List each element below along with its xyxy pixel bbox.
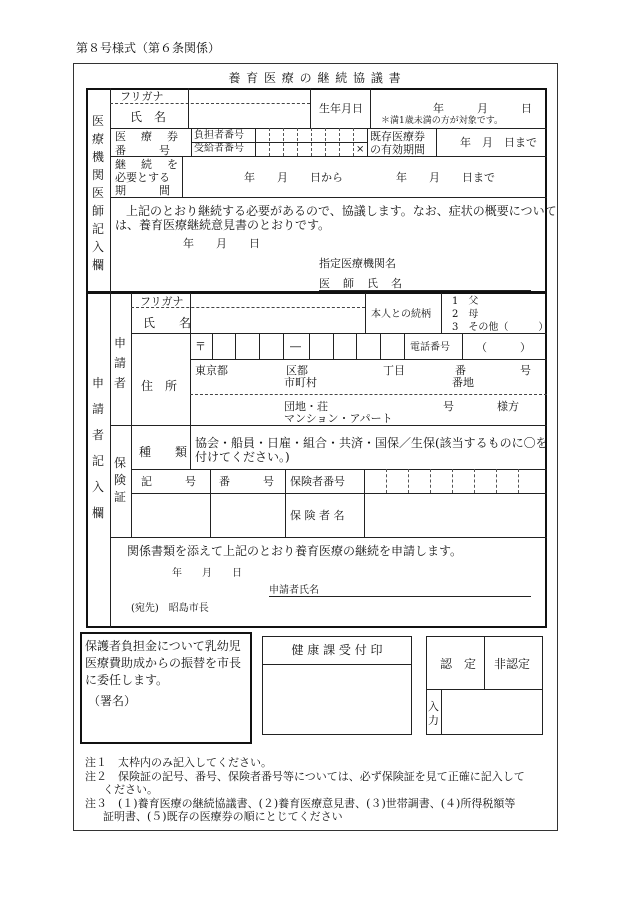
applicant-name-label: 氏 名 <box>143 316 192 330</box>
request-date[interactable]: 年 月 日 <box>172 568 242 579</box>
applicant-section-label: 申 請 者 記 入 欄 <box>91 376 104 520</box>
delegation-line-3: に委任します。 <box>85 673 169 687</box>
address-ban: 番 <box>455 364 466 377</box>
institution-name-label: 指定医療機関名 <box>319 257 396 270</box>
insurer-name-label: 保 険 者 名 <box>290 509 345 522</box>
signer-name-label: 申請者氏名 <box>269 585 319 596</box>
bango-input[interactable] <box>212 495 283 535</box>
addressee: (宛先) 昭島市長 <box>131 603 209 614</box>
entry-label: 入 力 <box>428 700 439 727</box>
reception-stamp-label: 健 康 課 受 付 印 <box>291 643 383 657</box>
address-go2: 号 <box>443 400 454 413</box>
doctor-name-input[interactable] <box>191 106 307 126</box>
delegation-line-1: 保護者負担金について乳幼児 <box>85 639 241 653</box>
reject-label[interactable]: 非認定 <box>494 657 531 671</box>
applicant-furigana-input[interactable] <box>192 295 362 305</box>
payer-number-input[interactable] <box>256 129 366 141</box>
existing-ticket-label-2: の有効期間 <box>370 143 425 156</box>
doctor-furigana-input[interactable] <box>191 91 307 101</box>
address-go: 号 <box>520 364 531 377</box>
ticket-label-2: 番 号 <box>115 144 170 157</box>
applicant-label: 申 請 者 <box>113 336 126 390</box>
postal-mark: 〒 <box>195 340 206 353</box>
check-digit-mark: × <box>356 144 365 155</box>
kigo-label: 記 号 <box>141 475 196 488</box>
relation-option-other[interactable]: 3 その他（ ） <box>452 322 549 333</box>
doctor-section-label: 医 療 機 関 医 師 記 入 欄 <box>91 114 104 272</box>
insurer-number-input[interactable] <box>365 470 545 492</box>
recipient-number-input[interactable] <box>256 143 366 155</box>
doctor-name-sign-label: 医 師 氏 名 <box>319 277 403 290</box>
form-number: 第８号様式（第６条関係） <box>76 41 221 55</box>
insurance-kind-label: 種 類 <box>139 445 188 459</box>
existing-ticket-label-1: 既存医療券 <box>370 130 425 143</box>
bango-label: 番 号 <box>219 475 274 488</box>
recipient-number-label: 受給者番号 <box>194 143 244 154</box>
address-ku: 区都 <box>286 364 308 377</box>
signer-name-input[interactable] <box>322 583 530 595</box>
note-1: 注１ 太枠内のみ記入してください。 <box>85 756 272 769</box>
insurance-label: 保 険 証 <box>113 456 126 504</box>
phone-label: 電話番号 <box>410 342 450 353</box>
address-label: 住 所 <box>141 379 178 393</box>
doctor-statement-line2: は、養育医療継続意見書のとおりです。 <box>115 218 331 232</box>
applicant-name-input[interactable] <box>192 310 362 330</box>
insurance-kind-text-1[interactable]: 協会・船員・日雇・組合・共済・国保／生保(該当するものに〇を <box>195 436 548 450</box>
address-prefecture: 東京都 <box>195 364 228 377</box>
postal-code-input[interactable] <box>213 334 403 358</box>
period-from[interactable]: 年 月 日から <box>244 171 343 184</box>
note-2b: ください。 <box>103 783 158 796</box>
approve-label[interactable]: 認 定 <box>440 657 477 671</box>
dob-note: ＊満1歳未満の方が対象です。 <box>381 116 504 126</box>
address-mansion: マンション・アパート <box>284 412 393 425</box>
relation-option-father[interactable]: 1 父 <box>452 296 479 307</box>
period-label-1: 継 続 を <box>115 158 180 171</box>
doctor-statement-line1: 上記のとおり継続する必要があるので、協議します。なお、症状の概要について <box>126 204 557 218</box>
address-input[interactable] <box>192 361 545 423</box>
doctor-furigana-label: フリガナ <box>120 90 164 103</box>
period-label-2: 必要とする <box>115 171 170 184</box>
dob-value[interactable]: 年 月 日 <box>433 102 532 115</box>
ticket-label-1: 医 療 券 <box>115 130 180 143</box>
insurer-name-input[interactable] <box>366 495 545 535</box>
note-3b: 証明書、(５)既存の医療券の順にとじてください <box>103 810 343 823</box>
postal-dash: ― <box>290 340 301 353</box>
kigo-input[interactable] <box>133 495 208 535</box>
note-3a: 注３ (１)養育医療の継続協議書、(２)養育医療意見書、(３)世帯調書、(４)所得税額等 <box>85 797 516 810</box>
period-to[interactable]: 年 月 日まで <box>396 171 495 184</box>
payer-number-label: 負担者番号 <box>194 130 244 141</box>
existing-ticket-until[interactable]: 年 月 日まで <box>460 136 537 149</box>
address-shichoson: 市町村 <box>284 376 317 389</box>
signature-label: （署名） <box>88 694 137 708</box>
note-2a: 注２ 保険証の記号、番号、保険者番号等については、必ず保険証を見て正確に記入して <box>85 770 525 783</box>
phone-input[interactable]: （ ） <box>476 341 531 354</box>
doctor-date[interactable]: 年 月 日 <box>183 237 260 250</box>
insurer-number-label: 保険者番号 <box>290 475 345 488</box>
request-statement: 関係書類を添えて上記のとおり養育医療の継続を申請します。 <box>127 544 463 558</box>
dob-label: 生年月日 <box>319 102 363 115</box>
form-title: 養 育 医 療 の 継 続 協 議 書 <box>228 71 402 85</box>
address-chome: 丁目 <box>383 364 405 377</box>
period-label-3: 期 間 <box>115 184 170 197</box>
address-banchi: 番地 <box>452 376 474 389</box>
address-danchi: 団地・荘 <box>284 400 328 413</box>
applicant-furigana-label: フリガナ <box>140 295 184 308</box>
delegation-line-2: 医療費助成からの振替を市長 <box>85 656 242 670</box>
address-sama: 様方 <box>497 400 519 413</box>
insurance-kind-text-2: 付けてください。) <box>195 450 290 464</box>
relation-label: 本人との続柄 <box>371 309 431 320</box>
relation-option-mother[interactable]: 2 母 <box>452 309 479 320</box>
doctor-name-label: 氏 名 <box>130 110 167 124</box>
